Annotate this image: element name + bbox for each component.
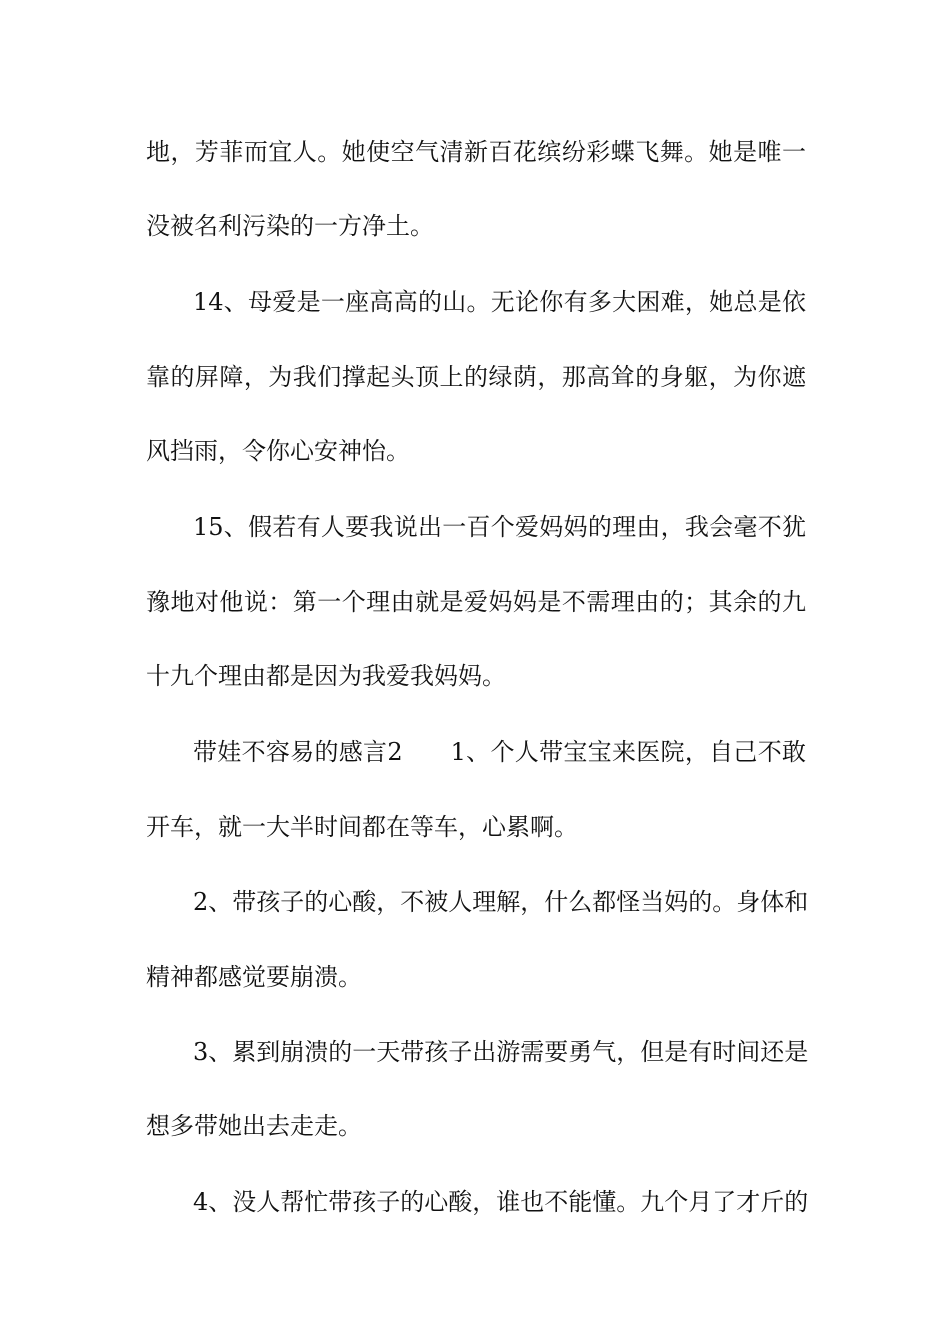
text-line: 14、母爱是一座高高的山。无论你有多大困难，她总是依	[193, 288, 806, 316]
section-heading-line	[193, 732, 806, 772]
section-heading: 带娃不容易的感言2	[193, 738, 403, 766]
text-line: 豫地对他说：第一个理由就是爱妈妈是不需理由的；其余的九	[146, 588, 806, 616]
text-line: 没被名利污染的一方净土。	[146, 212, 434, 240]
text-line: 开车，就一大半时间都在等车，心累啊。	[146, 813, 578, 841]
text-line: 想多带她出去走走。	[146, 1112, 362, 1140]
text-line: 3、累到崩溃的一天带孩子出游需要勇气，但是有时间还是	[193, 1038, 809, 1066]
text-segment: 1、个人带宝宝来医院，自己不敢	[450, 738, 806, 766]
text-line: 精神都感觉要崩溃。	[146, 963, 362, 991]
text-line: 风挡雨，令你心安神怡。	[146, 437, 410, 465]
text-line: 15、假若有人要我说出一百个爱妈妈的理由，我会毫不犹	[193, 513, 806, 541]
text-line: 靠的屏障，为我们撑起头顶上的绿荫，那高耸的身躯，为你遮	[146, 363, 806, 391]
text-line: 十九个理由都是因为我爱我妈妈。	[146, 662, 506, 690]
text-line: 4、没人帮忙带孩子的心酸，谁也不能懂。九个月了才斤的	[193, 1188, 809, 1216]
text-line: 地，芳菲而宜人。她使空气清新百花缤纷彩蝶飞舞。她是唯一	[146, 138, 806, 166]
text-line: 2、带孩子的心酸，不被人理解，什么都怪当妈的。身体和	[193, 888, 809, 916]
